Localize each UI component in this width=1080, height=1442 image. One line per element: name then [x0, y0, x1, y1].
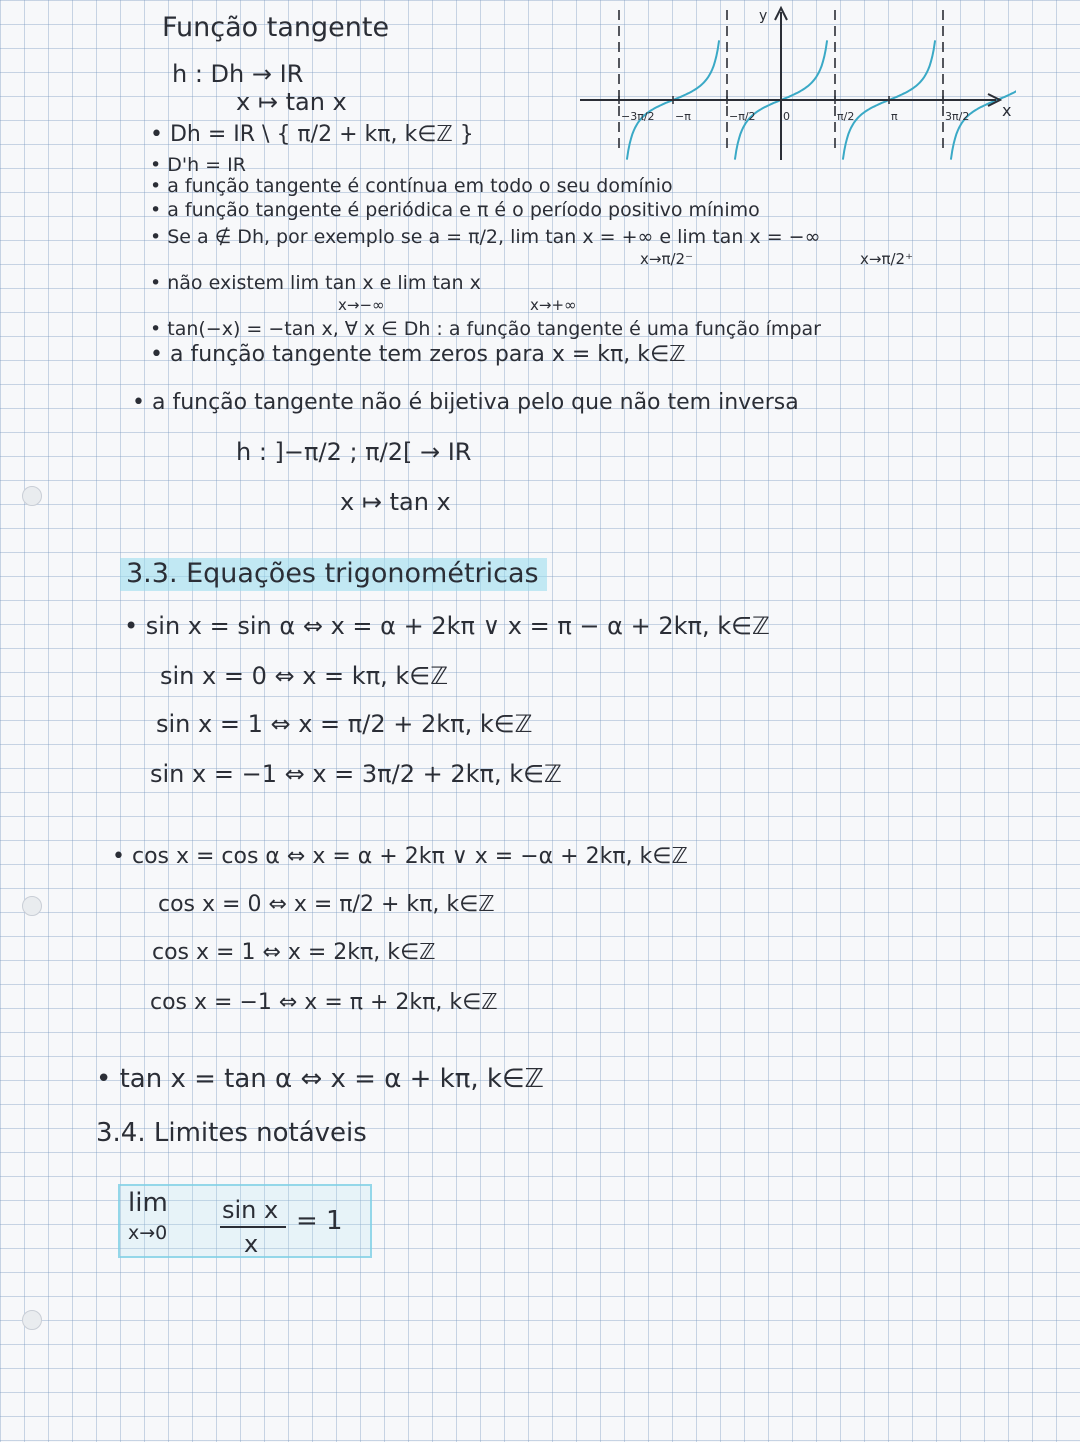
- sin-minus-one-equation: sin x = −1 ⇔ x = 3π/2 + 2kπ, k∈ℤ: [150, 760, 562, 788]
- sin-zero-equation: sin x = 0 ⇔ x = kπ, k∈ℤ: [160, 662, 449, 690]
- tan-general-equation: • tan x = tan α ⇔ x = α + kπ, k∈ℤ: [96, 1064, 544, 1094]
- punch-hole: [22, 896, 42, 916]
- domain-line: • Dh = IR \ { π/2 + kπ, k∈ℤ }: [150, 122, 474, 147]
- limit-lim-word: lim: [128, 1188, 168, 1218]
- tick-label: π/2: [837, 110, 855, 123]
- x-axis-label: x: [1002, 101, 1012, 120]
- side-limit-subscript-right: x→π/2⁺: [860, 250, 913, 268]
- side-limits-line: • Se a ∉ Dh, por exemplo se a = π/2, lim tan x = +∞ e lim tan x = −∞: [150, 226, 821, 248]
- odd-function-line: • tan(−x) = −tan x, ∀ x ∈ Dh : a função tangente é uma função ímpar: [150, 318, 821, 340]
- y-axis-label: y: [759, 8, 768, 24]
- bijective-line: • a função tangente não é bijetiva pelo que não tem inversa: [132, 390, 799, 415]
- zeros-line: • a função tangente tem zeros para x = kπ, k∈ℤ: [150, 342, 686, 367]
- tick-label: −π/2: [729, 110, 756, 123]
- section-heading-equations: 3.3. Equações trigonométricas: [120, 558, 547, 591]
- section-title-tangent: Função tangente: [162, 12, 390, 43]
- periodicity-line: • a função tangente é periódica e π é o período positivo mínimo: [150, 199, 760, 221]
- punch-hole: [22, 486, 42, 506]
- cos-zero-equation: cos x = 0 ⇔ x = π/2 + kπ, k∈ℤ: [158, 892, 495, 917]
- codomain-line: • D'h = IR: [150, 154, 246, 176]
- limit-subscript: x→0: [128, 1222, 168, 1244]
- cos-minus-one-equation: cos x = −1 ⇔ x = π + 2kπ, k∈ℤ: [150, 990, 498, 1015]
- cos-one-equation: cos x = 1 ⇔ x = 2kπ, k∈ℤ: [152, 940, 436, 965]
- tangent-graph: [576, 4, 1016, 164]
- restriction-line2: x ↦ tan x: [340, 488, 451, 516]
- side-limit-subscript-left: x→π/2⁻: [640, 250, 693, 268]
- continuity-line: • a função tangente é contínua em todo o seu domínio: [150, 175, 673, 197]
- function-definition-line1: h : Dh → IR: [172, 60, 304, 88]
- limit-denominator: x: [244, 1230, 259, 1258]
- limit-result: = 1: [296, 1206, 343, 1236]
- section-heading-limits: 3.4. Limites notáveis: [96, 1118, 367, 1148]
- punch-hole: [22, 1310, 42, 1330]
- tick-label: −π: [675, 110, 691, 123]
- sin-general-equation: • sin x = sin α ⇔ x = α + 2kπ ∨ x = π − α + 2kπ, k∈ℤ: [124, 612, 770, 640]
- limit-numerator: sin x: [222, 1196, 279, 1224]
- tick-label: 0: [783, 110, 790, 123]
- no-limit-subscript-minus: x→−∞: [338, 296, 385, 314]
- no-limit-subscript-plus: x→+∞: [530, 296, 577, 314]
- tick-label: π: [891, 110, 898, 123]
- fraction-bar: [220, 1226, 286, 1228]
- sin-one-equation: sin x = 1 ⇔ x = π/2 + 2kπ, k∈ℤ: [156, 710, 533, 738]
- no-limits-line: • não existem lim tan x e lim tan x: [150, 272, 481, 294]
- function-definition-line2: x ↦ tan x: [236, 88, 347, 116]
- cos-general-equation: • cos x = cos α ⇔ x = α + 2kπ ∨ x = −α + 2kπ, k∈ℤ: [112, 844, 688, 869]
- tick-label: 3π/2: [945, 110, 970, 123]
- restriction-line1: h : ]−π/2 ; π/2[ → IR: [236, 438, 472, 466]
- tick-label: −3π/2: [621, 110, 655, 123]
